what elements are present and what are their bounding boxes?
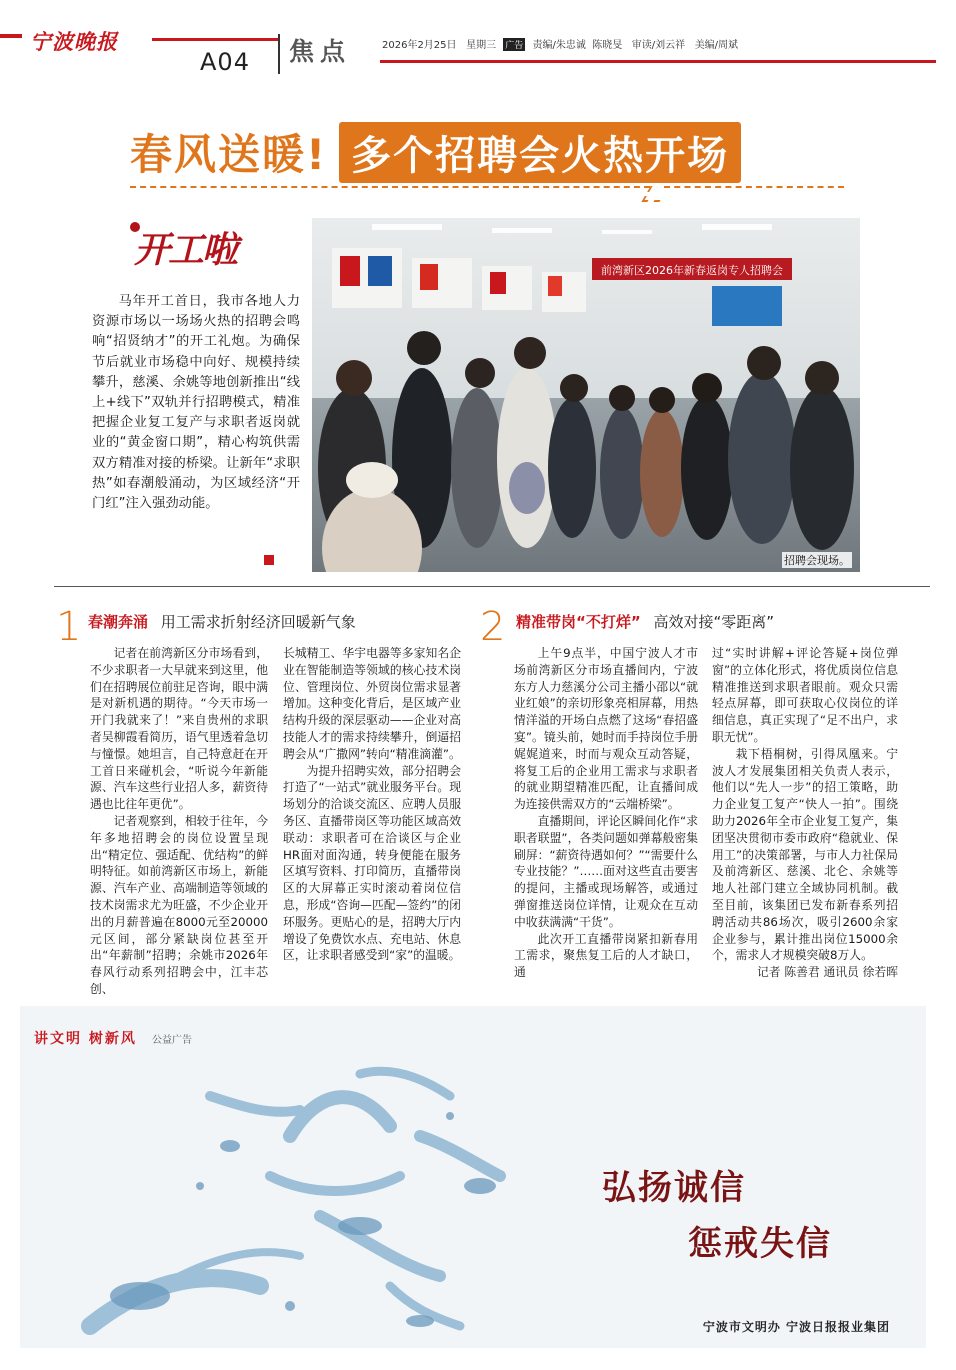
masthead <box>0 30 956 76</box>
section2-para-4: 过“实时讲解+评论答疑+岗位弹窗”的立体化形式，将优质岗位信息精准推送到求职者眼前。观众只需轻点屏幕，即可获取心仪岗位的详细信息，真正实现了“足不出户，求职无忧”。 <box>712 646 898 744</box>
section2-subheading <box>516 611 774 632</box>
ad-header-title: 讲文明 树新风 <box>34 1031 137 1047</box>
headline-part1: 春风送暖! <box>130 130 328 179</box>
section2-column-b <box>712 645 898 981</box>
ad-slogan-1: 弘扬诚信 <box>602 1168 746 1208</box>
editor-credit: 责编/朱忠诚 <box>532 40 586 51</box>
section1-column-b <box>283 645 461 964</box>
section1-para-3: 长城精工、华宇电器等多家知名企业在智能制造等领域的核心技术岗位、管理岗位、外贸岗位需求显著增加。这种变化背后，是区域产业结构升级的深层驱动——企业对高技能人才的需求持续攀升，倒逼招聘会从“广撒网”转向“精准滴灌”。 <box>283 646 461 761</box>
masthead-divider <box>278 34 280 74</box>
ad-header-tag: 公益广告 <box>151 1035 192 1046</box>
section2-title: 高效对接“零距离” <box>653 613 775 631</box>
section2-para-2: 直播期间，评论区瞬间化作“求职者联盟”，各类问题如弹幕般密集刷屏：“薪资待遇如何？”“需要什么专业技能？”……面对这些直击要害的提问，主播或现场解答，或通过弹窗推送岗位详情，让观众在互动中收获满满“干货”。 <box>514 813 698 929</box>
newspaper-logo: 宁波晚报 <box>30 29 118 54</box>
section1-kicker: 春潮奔涌 <box>88 613 149 631</box>
editor2-credit: 陈晓旻 <box>592 40 623 51</box>
ad-credit: 宁波市文明办 宁波日报报业集团 <box>702 1320 890 1334</box>
intro-paragraph: 马年开工首日，我市各地人力资源市场以一场场火热的招聘会鸣响“招贤纳才”的开工礼炮。为确保节后就业市场稳中向好、规模持续攀升，慈溪、余姚等地创新推出“线上+线下”双轨并行招聘模式，精准把握企业复工复产与求职者返岗就业的“黄金窗口期”，精心构筑供需双方精准对接的桥梁。让新年“求职热”如春潮般涌动，为区域经济“开门红”注入强劲动能。 <box>92 294 300 512</box>
ad-tag: 广告 <box>503 38 525 51</box>
issue-meta <box>382 36 738 51</box>
section2-column-a <box>514 645 698 981</box>
section-divider <box>54 586 930 587</box>
section1-title: 用工需求折射经济回暖新气象 <box>160 613 356 631</box>
section2-kicker: 精准带岗“不打烊” <box>516 613 641 631</box>
intro-end-square <box>264 555 274 565</box>
design-credit: 美编/周斌 <box>694 40 739 51</box>
job-fair-photo <box>312 218 860 572</box>
proof-credit: 审读/刘云祥 <box>631 40 686 51</box>
masthead-top-rule <box>380 60 936 63</box>
section1-subheading <box>88 611 356 632</box>
section-name: 焦点 <box>289 37 352 66</box>
masthead-red-bar <box>0 34 22 38</box>
section1-column-a <box>90 645 268 998</box>
job-fair-photo-illustration <box>312 218 860 572</box>
section1-number: 1 <box>56 604 82 650</box>
headline-dashed-rule-end <box>664 186 844 188</box>
water-splash-character-icon <box>60 1026 620 1346</box>
headline-part2: 多个招聘会火热开场 <box>339 122 741 183</box>
speech-bubble-tail <box>641 186 668 202</box>
section2-para-3: 此次开工直播带岗紧扣新春用工需求，聚焦复工后的人才缺口，通 <box>514 931 698 980</box>
kaigong-stamp: 开工啦 <box>134 229 237 271</box>
page-number: A04 <box>200 48 250 76</box>
photo-banner-text: 前湾新区2026年新春返岗专人招聘会 <box>601 264 783 277</box>
section2-para-5: 栽下梧桐树，引得凤凰来。宁波人才发展集团相关负责人表示，他们以“先人一步”的招工策略，助力企业复工复产“快人一拍”。围绕助力2026年全市企业复工复产，集团坚决贯彻市委市政府“稳就业、保用工”的决策部署，与市人力社保局及前湾新区、慈溪、北仑、余姚等地人社部门建立全域协同机制。截至目前，该集团已发布新春系列招聘活动共86场次，吸引2600余家企业参与，累计推出岗位15000余个，需求人才规模突破8万人。 <box>712 746 898 963</box>
main-headline <box>130 122 741 182</box>
masthead-rule <box>152 38 278 41</box>
section2-para-1: 上午9点半，中国宁波人才市场前湾新区分市场直播间内，宁波东方人力慈溪分公司主播小邵以“就业红娘”的亲切形象亮相屏幕，用热情洋溢的开场白点燃了这场“春招盛宴”。镜头前，她时而手持岗位手册娓娓道来，时而与观众互动答疑，将复工后的企业用工需求与求职者的就业期望精准匹配，让直播间成为连接供需双方的“云端桥梁”。 <box>514 646 698 812</box>
issue-weekday: 星期三 <box>466 40 497 51</box>
section1-para-1: 记者在前湾新区分市场看到，不少求职者一大早就来到这里，他们在招聘展位前驻足咨询，眼中满是对新机遇的期待。“今天市场一开门我就来了！”来自贵州的求职者吴柳霞看简历，语气里透着急切与憧憬。她坦言，自己特意赶在开工首日来碰机会，“听说今年新能源、汽车这些行业招人多，薪资待遇也比往年更优”。 <box>90 646 268 812</box>
public-service-ad <box>20 1006 926 1348</box>
ad-slogan-2: 惩戒失信 <box>688 1224 832 1264</box>
section2-number: 2 <box>480 604 506 650</box>
section1-para-2: 记者观察到，相较于往年，今年多地招聘会的岗位设置呈现出“精定位、强适配、优结构”的鲜明特征。如前湾新区市场上，新能源、汽车产业、高端制造等领域的技术岗需求尤为旺盛，不少企业开出的月薪普遍在8000元至20000元区间，部分紧缺岗位甚至开出“年薪制”招聘；余姚市2026年春风行动系列招聘会中，江丰芯创、 <box>90 813 268 996</box>
headline-dashed-rule <box>130 186 650 188</box>
section1-para-4: 为提升招聘实效，部分招聘会打造了“一站式”就业服务平台。现场划分的洽谈交流区、应聘人员服务区、直播带岗区等功能区域高效联动：求职者可在洽谈区与企业HR面对面沟通，转身便能在服务区填写资料、打印简历，直播带岗区的大屏幕正实时滚动着岗位信息，形成“咨询—匹配—签约”的闭环服务。更贴心的是，招聘大厅内增设了免费饮水点、充电站、休息区，让求职者感受到“家”的温暖。 <box>283 763 461 963</box>
issue-date: 2026年2月25日 <box>382 40 457 51</box>
photo-caption: 招聘会现场。 <box>784 554 850 567</box>
byline: 记者 陈善君 通讯员 徐若晖 <box>756 965 898 980</box>
